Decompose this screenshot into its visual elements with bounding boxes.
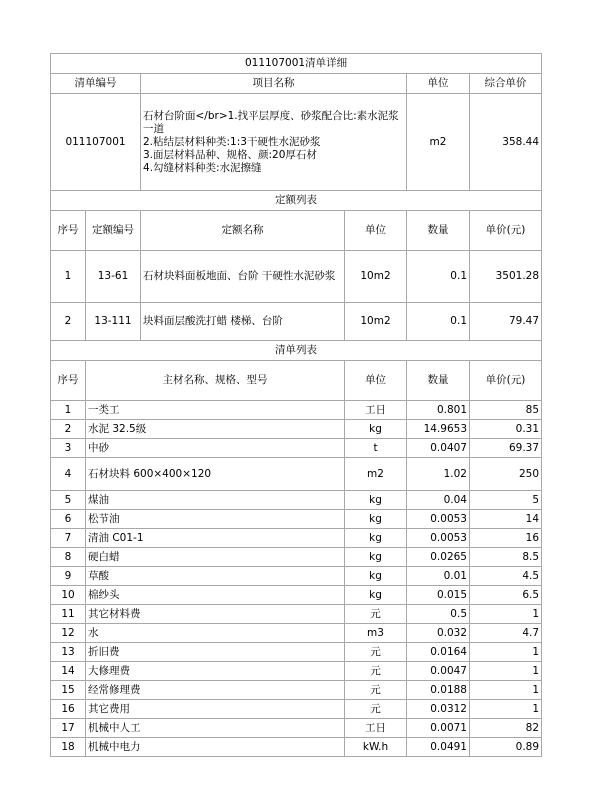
material-name: 一类工	[86, 401, 345, 420]
material-price: 1	[470, 605, 542, 624]
material-no: 10	[51, 586, 86, 605]
quota-row	[51, 303, 542, 341]
material-no: 4	[51, 458, 86, 491]
material-name: 经常修理费	[86, 681, 345, 700]
table-title-row	[51, 54, 542, 74]
list-item-code: 011107001	[51, 94, 141, 191]
material-name: 其它材料费	[86, 605, 345, 624]
material-no: 7	[51, 529, 86, 548]
material-no: 3	[51, 439, 86, 458]
material-name: 煤油	[86, 491, 345, 510]
material-price: 1	[470, 700, 542, 719]
material-unit: m2	[345, 458, 407, 491]
material-no: 18	[51, 738, 86, 757]
quota-no: 2	[51, 303, 86, 341]
material-unit: kg	[345, 510, 407, 529]
quota-qty: 0.1	[407, 251, 470, 303]
material-header-name: 主材名称、规格、型号	[86, 361, 345, 401]
quota-name: 块料面层酸洗打蜡 楼梯、台阶	[141, 303, 345, 341]
material-qty: 0.5	[407, 605, 470, 624]
material-price: 5	[470, 491, 542, 510]
material-qty: 0.015	[407, 586, 470, 605]
quota-code: 13-61	[86, 251, 141, 303]
material-price: 1	[470, 681, 542, 700]
material-unit: kg	[345, 567, 407, 586]
material-no: 14	[51, 662, 86, 681]
material-no: 5	[51, 491, 86, 510]
quota-header-name: 定额名称	[141, 211, 345, 251]
material-name: 机械中电力	[86, 738, 345, 757]
quota-price: 3501.28	[470, 251, 542, 303]
material-name: 水	[86, 624, 345, 643]
quota-qty: 0.1	[407, 303, 470, 341]
material-name: 硬白蜡	[86, 548, 345, 567]
header-list-code: 清单编号	[51, 74, 141, 94]
quota-header-code: 定额编号	[86, 211, 141, 251]
material-price: 6.5	[470, 586, 542, 605]
quota-section-row	[51, 191, 542, 211]
material-no: 9	[51, 567, 86, 586]
material-unit: 元	[345, 662, 407, 681]
material-price: 250	[470, 458, 542, 491]
material-row	[51, 510, 542, 529]
material-row	[51, 567, 542, 586]
material-section-row	[51, 341, 542, 361]
material-qty: 0.0265	[407, 548, 470, 567]
material-row	[51, 719, 542, 738]
material-qty: 0.0312	[407, 700, 470, 719]
material-row	[51, 586, 542, 605]
quota-price: 79.47	[470, 303, 542, 341]
material-no: 12	[51, 624, 86, 643]
quota-unit: 10m2	[345, 303, 407, 341]
material-no: 8	[51, 548, 86, 567]
material-header-price: 单价(元)	[470, 361, 542, 401]
material-price: 0.31	[470, 420, 542, 439]
material-name: 折旧费	[86, 643, 345, 662]
material-no: 16	[51, 700, 86, 719]
material-qty: 0.032	[407, 624, 470, 643]
quota-header-qty: 数量	[407, 211, 470, 251]
quota-header-unit: 单位	[345, 211, 407, 251]
material-price: 1	[470, 662, 542, 681]
material-unit: kW.h	[345, 738, 407, 757]
material-no: 15	[51, 681, 86, 700]
material-qty: 0.0053	[407, 510, 470, 529]
material-header-unit: 单位	[345, 361, 407, 401]
material-unit: kg	[345, 420, 407, 439]
list-item-unit: m2	[407, 94, 470, 191]
header-item-name: 项目名称	[141, 74, 407, 94]
material-qty: 0.0188	[407, 681, 470, 700]
material-name: 棉纱头	[86, 586, 345, 605]
material-unit: 元	[345, 643, 407, 662]
list-item-row	[51, 94, 542, 191]
material-price: 85	[470, 401, 542, 420]
material-qty: 0.0047	[407, 662, 470, 681]
quota-header-no: 序号	[51, 211, 86, 251]
list-item-description: 石材台阶面</br>1.找平层厚度、砂浆配合比:素水泥浆一道 2.粘结层材料种类:1:3干硬性水泥砂浆 3.面层材料品种、规格、颜:20厚石材 4.勾缝材料种类:水泥擦缝	[141, 94, 407, 191]
material-row	[51, 420, 542, 439]
quota-name: 石材块料面板地面、台阶 干硬性水泥砂浆	[141, 251, 345, 303]
material-name: 清油 C01-1	[86, 529, 345, 548]
material-section-title: 清单列表	[51, 341, 542, 361]
material-name: 松节油	[86, 510, 345, 529]
material-name: 草酸	[86, 567, 345, 586]
material-unit: 元	[345, 605, 407, 624]
quota-row	[51, 251, 542, 303]
header-unit: 单位	[407, 74, 470, 94]
material-qty: 1.02	[407, 458, 470, 491]
material-unit: 元	[345, 681, 407, 700]
material-qty: 0.0053	[407, 529, 470, 548]
quota-header-row	[51, 211, 542, 251]
material-price: 16	[470, 529, 542, 548]
material-row	[51, 662, 542, 681]
material-price: 4.5	[470, 567, 542, 586]
material-unit: m3	[345, 624, 407, 643]
material-price: 0.89	[470, 738, 542, 757]
material-price: 8.5	[470, 548, 542, 567]
material-row	[51, 643, 542, 662]
material-qty: 0.0164	[407, 643, 470, 662]
material-qty: 14.9653	[407, 420, 470, 439]
material-qty: 0.0491	[407, 738, 470, 757]
quota-unit: 10m2	[345, 251, 407, 303]
material-row	[51, 738, 542, 757]
material-row	[51, 491, 542, 510]
material-price: 82	[470, 719, 542, 738]
quota-no: 1	[51, 251, 86, 303]
quota-section-title: 定额列表	[51, 191, 542, 211]
material-price: 1	[470, 643, 542, 662]
material-no: 11	[51, 605, 86, 624]
table-title: 011107001清单详细	[51, 54, 542, 74]
material-price: 14	[470, 510, 542, 529]
material-name: 其它费用	[86, 700, 345, 719]
material-row	[51, 439, 542, 458]
material-no: 17	[51, 719, 86, 738]
material-qty: 0.01	[407, 567, 470, 586]
quota-code: 13-111	[86, 303, 141, 341]
material-header-qty: 数量	[407, 361, 470, 401]
bill-detail-table	[50, 53, 542, 757]
material-unit: kg	[345, 529, 407, 548]
material-qty: 0.801	[407, 401, 470, 420]
material-no: 1	[51, 401, 86, 420]
material-qty: 0.0071	[407, 719, 470, 738]
material-no: 13	[51, 643, 86, 662]
material-row	[51, 624, 542, 643]
material-row	[51, 458, 542, 491]
material-header-row	[51, 361, 542, 401]
material-unit: kg	[345, 491, 407, 510]
material-no: 6	[51, 510, 86, 529]
list-item-unit-price: 358.44	[470, 94, 542, 191]
material-row	[51, 529, 542, 548]
header-unit-price: 综合单价	[470, 74, 542, 94]
material-price: 4.7	[470, 624, 542, 643]
material-no: 2	[51, 420, 86, 439]
material-unit: 工日	[345, 719, 407, 738]
material-price: 69.37	[470, 439, 542, 458]
material-name: 大修理费	[86, 662, 345, 681]
quota-header-price: 单价(元)	[470, 211, 542, 251]
list-header-row	[51, 74, 542, 94]
material-row	[51, 681, 542, 700]
material-row	[51, 401, 542, 420]
material-name: 石材块料 600×400×120	[86, 458, 345, 491]
material-name: 机械中人工	[86, 719, 345, 738]
material-name: 中砂	[86, 439, 345, 458]
material-row	[51, 548, 542, 567]
material-row	[51, 605, 542, 624]
material-qty: 0.04	[407, 491, 470, 510]
material-qty: 0.0407	[407, 439, 470, 458]
material-unit: 工日	[345, 401, 407, 420]
material-row	[51, 700, 542, 719]
material-header-no: 序号	[51, 361, 86, 401]
material-name: 水泥 32.5级	[86, 420, 345, 439]
material-unit: 元	[345, 700, 407, 719]
material-unit: t	[345, 439, 407, 458]
material-unit: kg	[345, 586, 407, 605]
material-unit: kg	[345, 548, 407, 567]
